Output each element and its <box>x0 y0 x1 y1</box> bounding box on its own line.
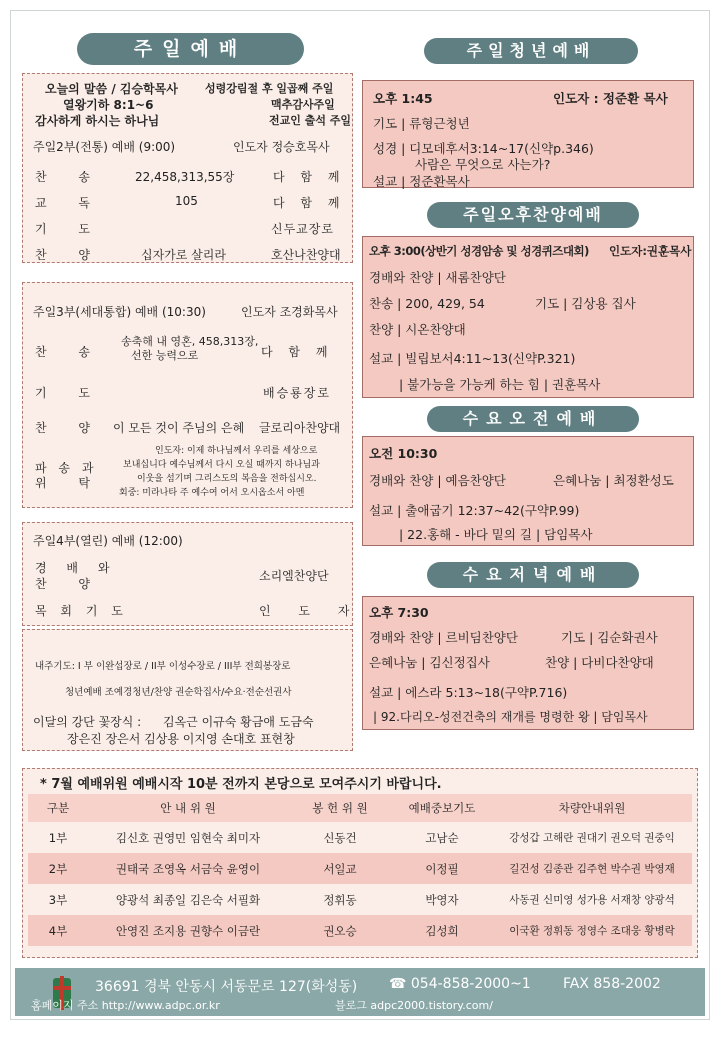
sending-label: 파 송 과 <box>35 461 98 475</box>
hymn-content: 송축해 내 영혼, 458,313장, <box>121 335 259 348</box>
row-label: 기 도 <box>35 222 104 236</box>
col-header: 예배중보기도 <box>392 794 492 822</box>
cell: 사동권 신미영 성가용 서재창 양광석 <box>492 884 692 915</box>
youth-leaders: 청년예배 조예경청년/찬양 권순학집사/수요·전순선권사 <box>65 687 292 698</box>
attendance-day: 전교인 출석 주일 <box>269 114 352 127</box>
youth-scripture: 성경 | 디모데후서3:14~17(신약p.346) <box>373 141 594 156</box>
footer <box>15 968 705 1016</box>
service-2-header: 주일2부(전통) 예배 (9:00) <box>33 140 176 154</box>
sending-label: 위 탁 <box>35 476 104 490</box>
col-header: 안 내 위 원 <box>88 794 288 822</box>
wed-morning-praise: 경배와 찬양 | 예음찬양단 <box>369 473 506 488</box>
wed-morning-time: 오전 10:30 <box>369 446 438 461</box>
sermon-title: 감사하게 하시는 하나님 <box>35 114 160 128</box>
youth-leader: 인도자 : 정준환 목사 <box>553 91 668 106</box>
wed-evening-sharing: 은혜나눔 | 김신정집사 <box>369 655 490 670</box>
cell: 2부 <box>28 853 88 884</box>
sunday-service-4 <box>22 522 362 626</box>
wed-evening-title: 수요저녁예배 <box>427 562 639 588</box>
col-header: 차량안내위원 <box>492 794 692 822</box>
row-content: 22,458,313,55장 <box>135 170 235 184</box>
cell: 이정필 <box>392 853 492 884</box>
col-header: 봉 헌 위 원 <box>288 794 392 822</box>
row-right: 다 함 께 <box>273 196 346 210</box>
flowers-label: 이달의 강단 꽃장식 : <box>33 715 142 729</box>
footer-address: 36691 경북 안동시 서동문로 127(화성동) <box>95 979 358 995</box>
youth-sermon-title: 사람은 무엇으로 사는가? <box>415 157 551 172</box>
hymn-right: 다 함 께 <box>261 345 334 359</box>
footer-fax: FAX 858-2002 <box>563 976 661 992</box>
footer-homepage-link[interactable]: 홈페이지 주소 http://www.adpc.or.kr <box>31 999 220 1012</box>
col-header: 구분 <box>28 794 88 822</box>
afternoon-worship-title: 주일오후찬양예배 <box>427 202 639 228</box>
row-label: 경 배 와 <box>35 561 118 575</box>
wed-morning-title: 수요오전예배 <box>427 406 639 432</box>
table-row <box>28 915 692 946</box>
afternoon-sermon-title: | 불가능을 가능케 하는 힘 | 권훈목사 <box>399 377 601 392</box>
wed-evening-sermon: 설교 | 에스라 5:13~18(구약P.716) <box>369 685 568 700</box>
wed-evening-time: 오후 7:30 <box>369 605 429 620</box>
afternoon-hymns: 찬송 | 200, 429, 54 <box>369 296 485 311</box>
row-right: 소리엘찬양단 <box>259 569 329 583</box>
row-content: 십자가로 살리라 <box>141 248 226 262</box>
row-label: 목 회 기 도 <box>35 604 128 618</box>
row-content: 105 <box>175 194 198 208</box>
cell: 안영진 조지용 권향수 이금란 <box>88 915 288 946</box>
wed-morning-sharing: 은혜나눔 | 최정환성도 <box>553 473 674 488</box>
wed-evening-box <box>362 596 694 730</box>
committee-title: * 7월 예배위원 예배시작 10분 전까지 본당으로 모여주시기 바랍니다. <box>40 777 442 792</box>
table-row <box>28 822 692 853</box>
choir-right: 글로리아찬양대 <box>259 421 341 435</box>
service-4-header: 주일4부(열린) 예배 (12:00) <box>33 534 183 548</box>
afternoon-sermon: 설교 | 빌립보서4:11~13(신약P.321) <box>369 351 576 366</box>
row-right: 호산나찬양대 <box>271 248 341 262</box>
liturgical-day: 성령강림절 후 일곱째 주일 <box>205 82 334 95</box>
cell: 양광석 최종일 김은숙 서필화 <box>88 884 288 915</box>
service-2-leader: 인도자 정승호목사 <box>233 140 330 154</box>
flowers-names: 장은진 장은서 김상용 이지영 손대호 표현창 <box>67 732 295 746</box>
cell: 이국환 정휘동 정영수 조대웅 황병락 <box>492 915 692 946</box>
table-row <box>28 884 692 915</box>
afternoon-leader: 인도자:권훈목사 <box>609 244 692 258</box>
cell: 김성희 <box>392 915 492 946</box>
youth-time: 오후 1:45 <box>373 91 433 106</box>
cell: 1부 <box>28 822 88 853</box>
row-label: 찬 양 <box>35 577 104 591</box>
committee-header-row <box>28 794 692 822</box>
flowers-names: 김옥근 이규숙 황금애 도금숙 <box>163 715 314 729</box>
cell: 신동건 <box>288 822 392 853</box>
row-label: 찬 양 <box>35 248 104 262</box>
sermon-scripture: 열왕기하 8:1~6 <box>63 98 154 112</box>
row-right: 신두교장로 <box>271 222 334 236</box>
cell: 3부 <box>28 884 88 915</box>
cell: 권태국 조영옥 서금숙 윤영이 <box>88 853 288 884</box>
youth-prayer: 기도 | 류형근청년 <box>373 116 470 131</box>
wed-evening-sermon-title: | 92.다리오-성전건축의 재개를 명령한 왕 | 담임목사 <box>373 710 648 724</box>
row-right: 인 도 자 <box>259 604 362 618</box>
sending-text: 회중: 미라나타 주 예수여 어서 오시옵소서 아멘 <box>119 488 305 498</box>
announcements <box>22 629 353 751</box>
cell: 서일교 <box>288 853 392 884</box>
wed-morning-sermon-title: | 22.홍해 - 바다 밑의 길 | 담임목사 <box>399 527 593 542</box>
prayer-leaders: 내주기도: I 부 이완섭장로 / II부 이성수장로 / III부 전희봉장로 <box>35 661 291 672</box>
cell: 권오승 <box>288 915 392 946</box>
cell: 4부 <box>28 915 88 946</box>
wed-evening-prayer: 기도 | 김순화권사 <box>561 630 658 645</box>
wed-evening-praise: 경배와 찬양 | 르비딤찬양단 <box>369 630 518 645</box>
afternoon-worship-box <box>362 236 694 398</box>
hymn-label: 찬 송 <box>35 345 104 359</box>
footer-phone: ☎ 054-858-2000~1 <box>389 976 531 992</box>
sunday-worship-title: 주일예배 <box>77 33 304 65</box>
prayer-right: 배승룡장로 <box>263 386 331 400</box>
row-label: 교 독 <box>35 196 104 210</box>
row-label: 찬 송 <box>35 170 104 184</box>
sending-text: 인도자: 이제 하나님께서 우리를 세상으로 <box>155 446 318 456</box>
sunday-service-2 <box>22 73 353 263</box>
cell: 고남순 <box>392 822 492 853</box>
footer-blog-link[interactable]: 블로그 adpc2000.tistory.com/ <box>335 999 493 1012</box>
choir-content: 이 모든 것이 주님의 은혜 <box>113 421 245 435</box>
choir-label: 찬 양 <box>35 421 104 435</box>
cell: 정휘동 <box>288 884 392 915</box>
cell: 박영자 <box>392 884 492 915</box>
sending-text: 이웃을 섬기며 그리스도의 복음을 전하십시오. <box>137 474 317 484</box>
sending-text: 보내십니다 예수님께서 다시 오실 때까지 하나님과 <box>123 460 320 470</box>
prayer-label: 기 도 <box>35 386 104 400</box>
afternoon-prayer: 기도 | 김상용 집사 <box>535 296 636 311</box>
sunday-service-3 <box>22 282 353 508</box>
wed-morning-sermon: 설교 | 출애굽기 12:37~42(구약P.99) <box>369 503 580 518</box>
service-3-leader: 인도자 조경화목사 <box>241 305 338 319</box>
afternoon-choir: 찬양 | 시온찬양대 <box>369 322 466 337</box>
youth-sermon: 설교 | 정준환목사 <box>373 174 470 189</box>
row-right: 다 함 께 <box>273 170 346 184</box>
cell: 김신호 권영민 임현숙 최미자 <box>88 822 288 853</box>
hymn-content: 선한 능력으로 <box>131 349 199 362</box>
committee-table <box>28 794 692 946</box>
afternoon-praise-team: 경배와 찬양 | 새롬찬양단 <box>369 270 506 285</box>
afternoon-time: 오후 3:00(상반기 성경암송 및 성경퀴즈대회) <box>369 244 589 258</box>
wed-morning-box <box>362 436 694 546</box>
cell: 길건성 김종관 김주현 박수권 박영재 <box>492 853 692 884</box>
wed-evening-choir: 찬양 | 다비다찬양대 <box>545 655 654 670</box>
youth-worship-box <box>362 80 694 188</box>
sermon-preacher: 오늘의 말씀 / 김승학목사 <box>45 82 178 96</box>
cell: 강성갑 고해란 권대기 권오덕 권중익 <box>492 822 692 853</box>
table-row <box>28 853 692 884</box>
youth-worship-title: 주일청년예배 <box>424 38 638 64</box>
thanksgiving-day: 맥추감사주일 <box>271 98 335 111</box>
service-3-header: 주일3부(세대통합) 예배 (10:30) <box>33 305 206 319</box>
